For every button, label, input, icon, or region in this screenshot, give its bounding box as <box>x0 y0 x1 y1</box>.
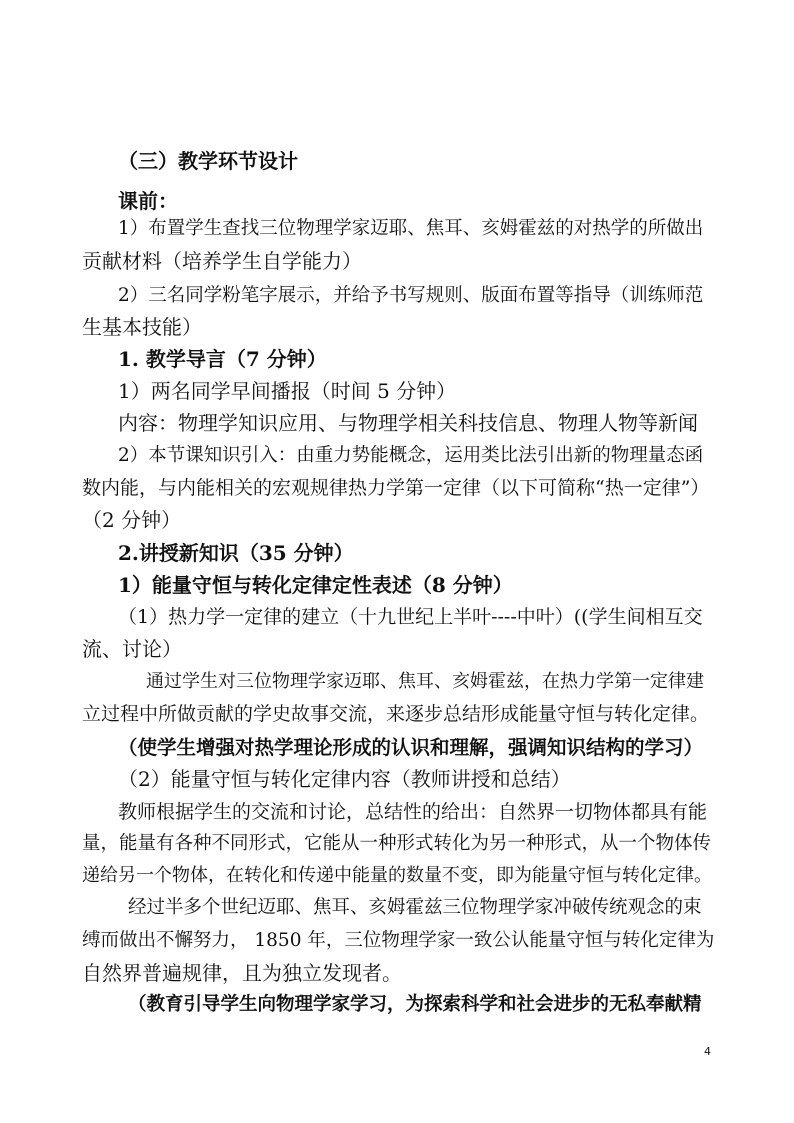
paragraph-line: （2 分钟） <box>82 508 182 532</box>
paragraph-line: 流、讨论） <box>82 637 182 661</box>
paragraph-line: 1）布置学生查找三位物理学家迈耶、焦耳、亥姆霍兹的对热学的所做出 <box>118 218 704 239</box>
paragraph-line: 内容：物理学知识应用、与物理学相关科技信息、物理人物等新闻 <box>118 411 698 435</box>
section-heading: （三）教学环节设计 <box>118 149 298 173</box>
subheading-new-knowledge: 2.讲授新知识（35 分钟） <box>118 541 354 565</box>
emphasis-note: （使学生增强对热学理论形成的认识和理解，强调知识结构的学习） <box>118 736 704 759</box>
paragraph-line: 教师根据学生的交流和讨论，总结性的给出：自然界一切物体都具有能 <box>118 801 708 823</box>
subheading-energy-conservation: 1）能量守恒与转化定律定性表述（8 分钟） <box>118 573 513 597</box>
paragraph-line: （1）热力学一定律的建立（十九世纪上半叶----中叶）((学生间相互交 <box>118 606 703 628</box>
paragraph-line: 贡献材料（培养学生自学能力） <box>82 249 362 273</box>
paragraph-line: 生基本技能） <box>82 315 202 339</box>
paragraph-line: 2）本节课知识引入：由重力势能概念，运用类比法引出新的物理量态函 <box>118 445 704 466</box>
page-number: 4 <box>704 1045 711 1058</box>
subheading-intro: 1. 教学导言（7 分钟） <box>118 347 327 371</box>
paragraph-line: 2）三名同学粉笔字展示，并给予书写规则、版面布置等指导（训练师范 <box>118 285 704 306</box>
paragraph-line: 量，能量有各种不同形式，它能从一种形式转化为另一种形式，从一个物体传 <box>82 833 712 854</box>
paragraph-line: 经过半多个世纪迈耶、焦耳、亥姆霍兹三位物理学家冲破传统观念的束 <box>128 897 702 918</box>
paragraph-line: 递给另一个物体，在转化和传递中能量的数量不变，即为能量守恒与转化定律。 <box>82 865 712 886</box>
subheading-before-class: 课前： <box>118 189 178 213</box>
paragraph-line: 1）两名同学早间播报（时间 5 分钟） <box>118 379 457 403</box>
paragraph-line: （2）能量守恒与转化定律内容（教师讲授和总结） <box>118 767 571 791</box>
paragraph-line: 通过学生对三位物理学家迈耶、焦耳、亥姆霍兹，在热力学第一定律建 <box>146 671 704 692</box>
paragraph-line: 数内能，与内能相关的宏观规律热力学第一定律（以下可简称“热一定律”） <box>82 477 710 499</box>
paragraph-line: 缚而做出不懈努力， 1850 年，三位物理学家一致公认能量守恒与转化定律为 <box>82 930 715 951</box>
emphasis-note: （教育引导学生向物理学家学习，为探索科学和社会进步的无私奉献精 <box>128 994 702 1015</box>
paragraph-line: 自然界普遍规律，且为独立发现者。 <box>82 961 402 985</box>
paragraph-line: 立过程中所做贡献的学史故事交流，来逐步总结形成能量守恒与转化定律。 <box>82 703 710 725</box>
